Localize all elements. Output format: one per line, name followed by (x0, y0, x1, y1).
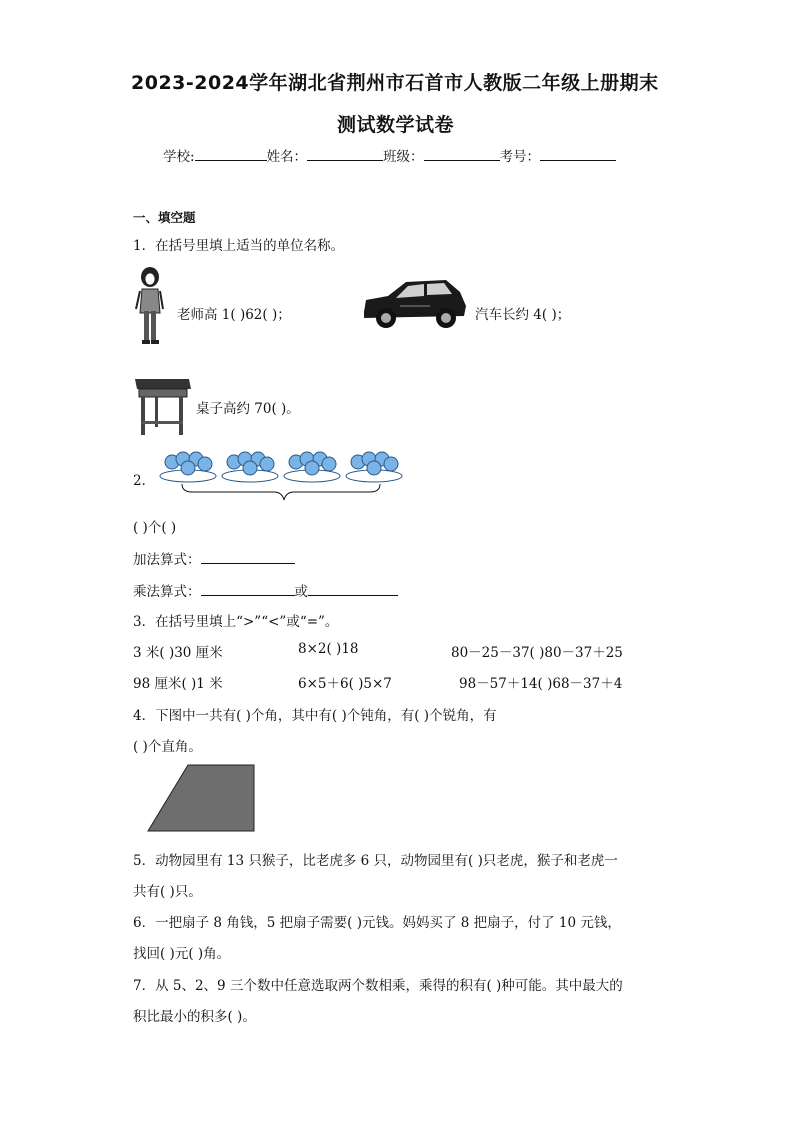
q7-line1: 7．从 5、2、9 三个数中任意选取两个数相乘，乘得的积有( )种可能。其中最大的 (133, 978, 623, 994)
q7-line2: 积比最小的积多( )。 (133, 1009, 256, 1025)
q2-number: 2． (133, 473, 156, 489)
car-image (360, 276, 470, 330)
section-heading: 一、填空题 (133, 210, 196, 225)
info-line (163, 145, 616, 165)
page-title-line1: 2023-2024学年湖北省荆州市石首市人教版二年级上册期末 (131, 72, 659, 94)
teacher-image (133, 267, 167, 347)
q3-r2c1: 98 厘米( )1 米 (133, 676, 223, 692)
q2-or: 或 (294, 584, 308, 600)
number-label: 考号： (499, 149, 541, 165)
trapezoid-figure (146, 763, 258, 833)
school-label: 学校: (163, 149, 195, 165)
q5-line2: 共有( )只。 (133, 884, 202, 900)
page-title-line2: 测试数学试卷 (337, 114, 455, 136)
q2-mul-blank-2[interactable] (308, 581, 398, 596)
q2-add-line (133, 548, 295, 568)
name-label: 姓名： (266, 149, 308, 165)
class-label: 班级： (383, 149, 424, 165)
q3-r1c1: 3 米( )30 厘米 (133, 645, 223, 661)
q3-stem: 3．在括号里填上“>”“<”或“=”。 (133, 614, 339, 630)
school-blank[interactable] (195, 146, 267, 161)
q1-teacher-text: 老师高 1( )62( )； (177, 307, 291, 323)
q4-line1: 4．下图中一共有( )个角，其中有( )个钝角，有( )个锐角，有 (133, 708, 497, 724)
q2-mul-label: 乘法算式： (133, 584, 201, 600)
name-blank[interactable] (307, 146, 383, 161)
q6-line2: 找回( )元( )角。 (133, 946, 231, 962)
q2-mul-line (133, 580, 398, 600)
q1-desk-text: 桌子高约 70( )。 (196, 401, 300, 417)
q3-r1c2: 8×2( )18 (298, 641, 359, 657)
q2-add-blank[interactable] (201, 549, 295, 564)
apple-plates-image (158, 446, 408, 502)
q1-car-text: 汽车长约 4( )； (475, 307, 571, 323)
number-blank[interactable] (540, 146, 616, 161)
q3-r2c3: 98－57＋14( )68－37＋4 (459, 676, 623, 692)
q6-line1: 6．一把扇子 8 角钱，5 把扇子需要( )元钱。妈妈买了 8 把扇子，付了 10 元钱， (133, 915, 621, 931)
class-blank[interactable] (424, 146, 500, 161)
q3-r1c3: 80－25－37( )80－37＋25 (451, 645, 623, 661)
q1-stem: 1．在括号里填上适当的单位名称。 (133, 238, 345, 254)
q2-answer-line: ( )个( ) (133, 520, 177, 536)
desk-image (133, 375, 193, 437)
q2-mul-blank-1[interactable] (201, 581, 295, 596)
q2-add-label: 加法算式： (133, 552, 201, 568)
q3-r2c2: 6×5＋6( )5×7 (298, 676, 392, 692)
q4-line2: ( )个直角。 (133, 739, 202, 755)
q5-line1: 5．动物园里有 13 只猴子，比老虎多 6 只，动物园里有( )只老虎，猴子和老虎一 (133, 853, 618, 869)
